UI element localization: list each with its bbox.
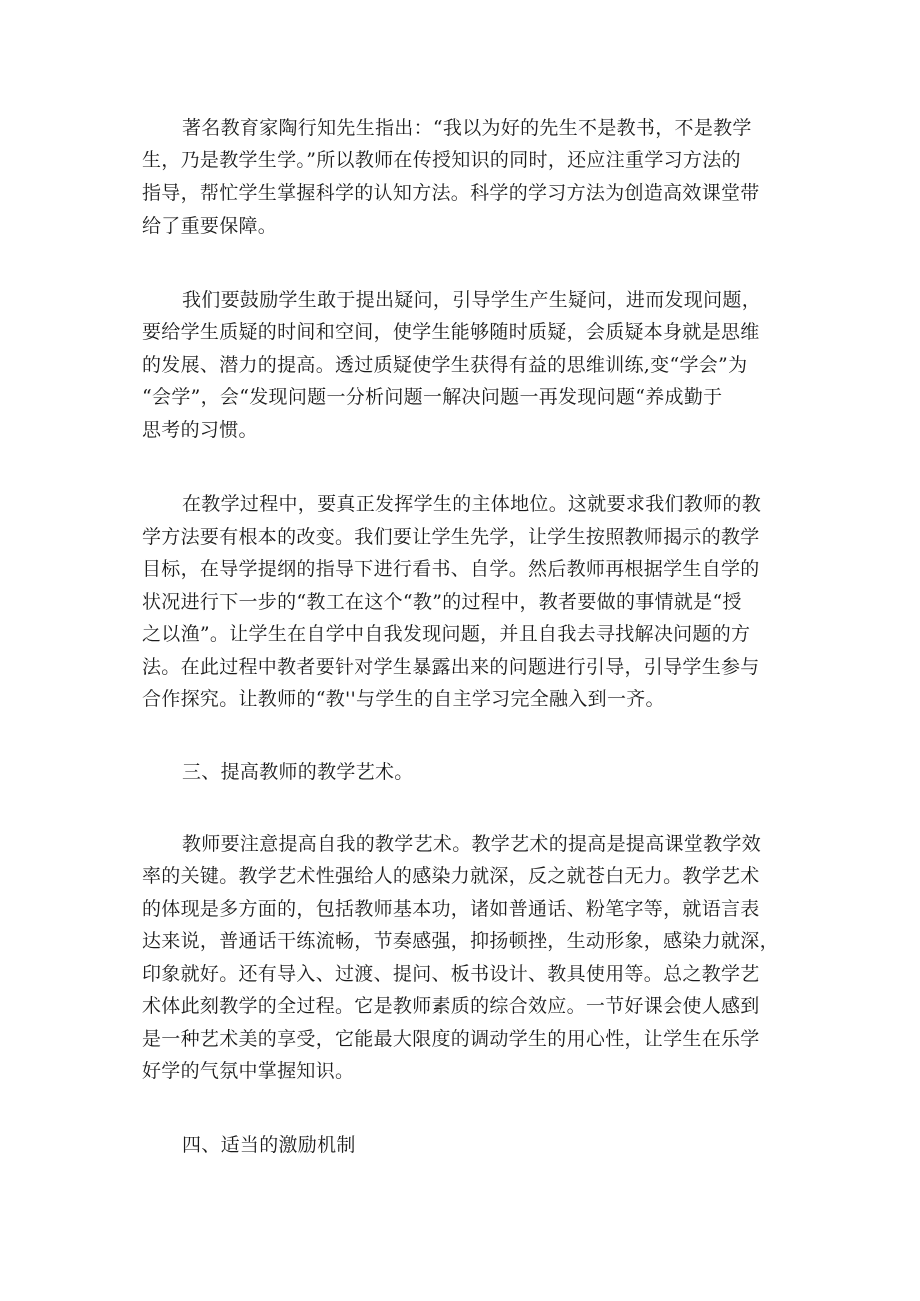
paragraph-line: 在教学过程中，要真正发挥学生的主体地位。这就要求我们教师的教 xyxy=(182,493,762,515)
paragraph-line: 印象就好。还有导入、过渡、提问、板书设计、教具使用等。总之教学艺 xyxy=(142,963,760,985)
paragraph-line: 教师要注意提高自我的教学艺术。教学艺术的提高是提高课堂教学效 xyxy=(182,833,762,855)
paragraph-line: 合作探究。让教师的“教''与学生的自主学习完全融入到一齐。 xyxy=(142,688,665,710)
paragraph-line: 给了重要保障。 xyxy=(142,215,278,237)
paragraph-line: 的发展、潜力的提高。透过质疑使学生获得有益的思维训练,变“学会”为 xyxy=(142,354,748,376)
paragraph-line: 法。在此过程中教者要针对学生暴露出来的问题进行引导，引导学生参与 xyxy=(142,656,760,678)
section-heading-3: 三、提高教师的教学艺术。 xyxy=(182,761,414,783)
paragraph-line: 生，乃是教学生学。”所以教师在传授知识的同时，还应注重学习方法的 xyxy=(142,149,741,171)
paragraph-line: 是一种艺术美的享受，它能最大限度的调动学生的用心性，让学生在乐学 xyxy=(142,1028,760,1050)
section-heading-4: 四、适当的激励机制 xyxy=(182,1134,356,1156)
paragraph-line: 要给学生质疑的时间和空间，使学生能够随时质疑，会质疑本身就是思维 xyxy=(142,321,760,343)
paragraph-line: 的体现是多方面的，包括教师基本功，诸如普通话、粉笔字等，就语言表 xyxy=(142,898,760,920)
paragraph-line: 之以渔”。让学生在自学中自我发现问题，并且自我去寻找解决问题的方 xyxy=(142,623,751,645)
paragraph-line: 术体此刻教学的全过程。它是教师素质的综合效应。一节好课会使人感到 xyxy=(142,995,760,1017)
paragraph-line: 好学的气氛中掌握知识。 xyxy=(142,1060,355,1082)
paragraph-line: 状况进行下一步的“教工在这个“教”的过程中，教者要做的事情就是“授 xyxy=(142,591,742,613)
paragraph-line: 思考的习惯。 xyxy=(142,419,258,441)
paragraph-line: 我们要鼓励学生敢于提出疑问，引导学生产生疑问，进而发现问题， xyxy=(182,289,762,311)
paragraph-line: 学方法要有根本的改变。我们要让学生先学，让学生按照教师揭示的教学 xyxy=(142,526,760,548)
paragraph-line: 指导，帮忙学生掌握科学的认知方法。科学的学习方法为创造高效课堂带 xyxy=(142,182,760,204)
paragraph-line: 目标，在导学提纲的指导下进行看书、自学。然后教师再根据学生自学的 xyxy=(142,558,760,580)
paragraph-line: 率的关键。教学艺术性强给人的感染力就深，反之就苍白无力。教学艺术 xyxy=(142,865,760,887)
paragraph-line: 著名教育家陶行知先生指出：“我以为好的先生不是教书，不是教学 xyxy=(182,117,752,139)
paragraph-line: “会学”，会“发现问题一分析问题一解决问题一再发现问题“养成勤于 xyxy=(142,386,723,408)
paragraph-line: 达来说，普通话干练流畅，节奏感强，抑扬顿挫，生动形象，感染力就深， xyxy=(142,930,779,952)
